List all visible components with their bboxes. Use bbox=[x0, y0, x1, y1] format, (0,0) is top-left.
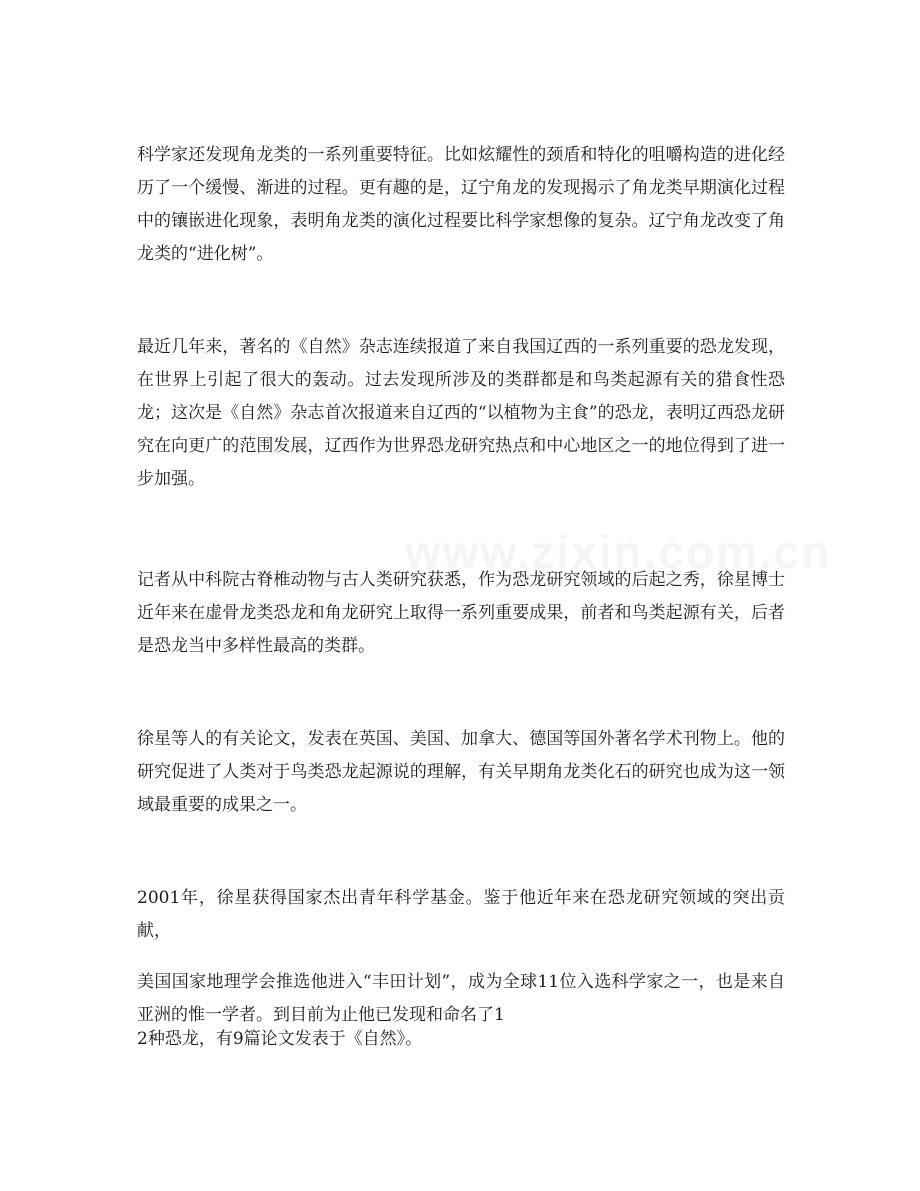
paragraph-last-line: 2种恐龙，有9篇论文发表于《自然》。 bbox=[137, 1029, 423, 1049]
paragraph-publications: 徐星等人的有关论文，发表在英国、美国、加拿大、德国等国外著名学术刊物上。他的研究促进了人类对于鸟类恐龙起源说的理解，有关早期角龙类化石的研究也成为这一领域最重要的成果之一。 bbox=[137, 729, 785, 815]
paragraph-fund-award: 2001年，徐星获得国家杰出青年科学基金。鉴于他近年来在恐龙研究领域的突出贡献， bbox=[137, 888, 785, 941]
watermark: www.zixin.com.cn bbox=[405, 526, 832, 578]
paragraph-nature-reports: 最近几年来，著名的《自然》杂志连续报道了来自我国辽西的一系列重要的恐龙发现，在世界上引起了很大的轰动。过去发现所涉及的类群都是和鸟类起源有关的猎食性恐龙；这次是《自然》杂志首次报道来自辽西的“以植物为主食”的恐龙，表明辽西恐龙研究在向更广的范围发展，辽西作为世界恐龙研究热点和中心地区之一的地位得到了进一步加强。 bbox=[137, 337, 785, 489]
paragraph-liaoning-ceratopsian: 科学家还发现角龙类的一系列重要特征。比如炫耀性的颈盾和特化的咀嚼构造的进化经历了一个缓慢、渐进的过程。更有趣的是，辽宁角龙的发现揭示了角龙类早期演化过程中的镶嵌进化现象，表明角龙类的演化过程要比科学家想像的复杂。辽宁角龙改变了角龙类的“进化树”。 bbox=[137, 145, 785, 264]
paragraph-toyota-program: 美国国家地理学会推选他进入“丰田计划”，成为全球11位入选科学家之一，也是来自亚洲的惟一学者。到目前为止他已发现和命名了1 bbox=[137, 972, 785, 1025]
paragraph-xu-xing-research: 记者从中科院古脊椎动物与古人类研究获悉，作为恐龙研究领域的后起之秀，徐星博士近年来在虚骨龙类恐龙和角龙研究上取得一系列重要成果，前者和鸟类起源有关，后者是恐龙当中多样性最高的类群。 bbox=[137, 570, 785, 656]
